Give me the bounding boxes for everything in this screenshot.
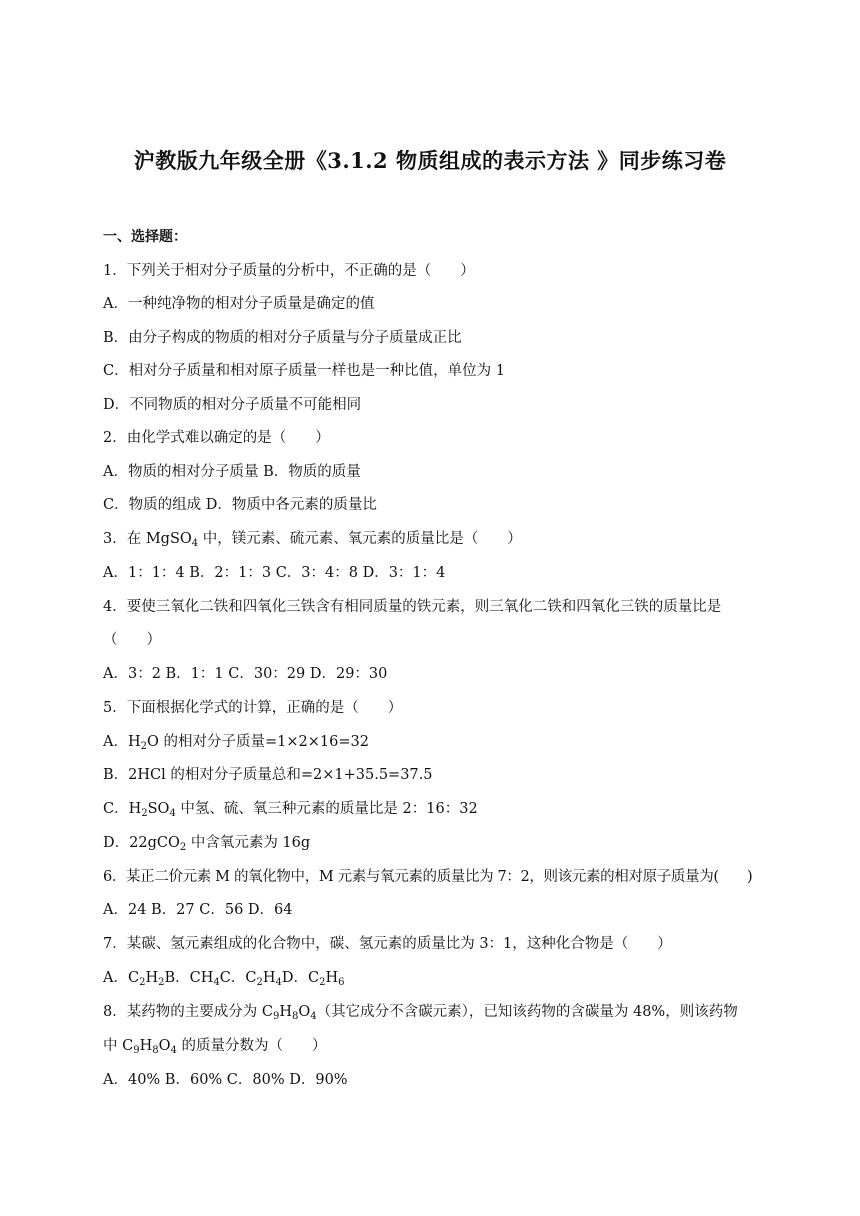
question-3-options: A．1：1：4 B．2：1：3 C．3：4：8 D．3：1：4: [103, 565, 446, 581]
question-5-option-d: D．22gCO$_2$ 中含氧元素为 16g: [103, 835, 311, 853]
question-8-options: A．40% B．60% C．80% D．90%: [103, 1072, 348, 1088]
question-2-stem: 2．由化学式难以确定的是（ ）: [103, 430, 330, 446]
question-5-option-c: C．$H_2SO_4$ 中氢、硫、氧三种元素的质量比是 2：16：32: [103, 801, 478, 819]
document-title: 沪教版九年级全册《3.1.2 物质组成的表示方法 》同步练习卷: [133, 148, 727, 173]
question-5-option-a: A．$H_2O$ 的相对分子质量=1×2×16=32: [103, 734, 369, 752]
question-2-options-cd: C．物质的组成 D．物质中各元素的质量比: [103, 497, 377, 513]
question-3-stem: 3．在 MgSO$_4$ 中，镁元素、硫元素、氧元素的质量比是（ ）: [103, 531, 522, 549]
question-5-stem: 5．下面根据化学式的计算，正确的是（ ）: [103, 700, 403, 716]
question-4-stem: 4．要使三氧化二铁和四氧化三铁含有相同质量的铁元素，则三氧化二铁和四氧化三铁的质量比是: [103, 599, 722, 615]
question-5-option-b: B．2HCl 的相对分子质量总和=2×1+35.5=37.5: [103, 767, 433, 783]
question-1-option-c: C．相对分子质量和相对原子质量一样也是一种比值，单位为 1: [103, 363, 505, 379]
question-7-options: A．$C_2H_2B$．$CH_4C$．$C_2H_4D$．$C_2H_6$: [103, 970, 345, 988]
question-1-option-b: B．由分子构成的物质的相对分子质量与分子质量成正比: [103, 330, 462, 346]
section-heading: 一、选择题：: [103, 229, 187, 245]
question-8-stem-continued: 中 $C_9H_8O_4$ 的质量分数为（ ）: [103, 1038, 327, 1056]
question-1-option-a: A．一种纯净物的相对分子质量是确定的值: [103, 296, 375, 312]
question-8-stem: 8．某药物的主要成分为 $C_9H_8O_4$（其它成分不含碳元素），已知该药物的含碳量为 48%，则该药物: [103, 1004, 738, 1022]
question-6-stem: 6．某正二价元素 M 的氧化物中，M 元素与氧元素的质量比为 7：2，则该元素的相对原子质量为( ): [103, 869, 753, 885]
question-1-option-d: D．不同物质的相对分子质量不可能相同: [103, 397, 362, 413]
question-1-stem: 1．下列关于相对分子质量的分析中，不正确的是（ ）: [103, 263, 475, 279]
question-4-options: A．3：2 B．1：1 C．30：29 D．29：30: [103, 666, 388, 682]
question-2-options-ab: A．物质的相对分子质量 B．物质的质量: [103, 464, 361, 480]
question-4-stem-continued: （ ）: [103, 632, 161, 648]
question-6-options: A．24 B．27 C．56 D．64: [103, 902, 293, 918]
question-7-stem: 7．某碳、氢元素组成的化合物中，碳、氢元素的质量比为 3：1，这种化合物是（ ）: [103, 936, 672, 952]
